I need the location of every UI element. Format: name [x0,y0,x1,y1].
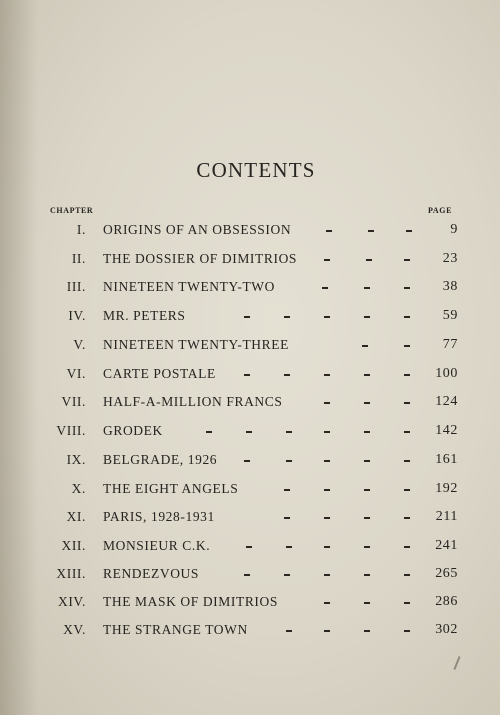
contents-heading: CONTENTS [196,158,316,182]
leader-dash [404,287,410,289]
leader-dash [366,259,372,261]
toc-row-6 [0,366,500,390]
leader-dashes [0,566,500,590]
leader-dash [404,574,410,576]
leader-dash [246,431,252,433]
leader-dash [286,431,292,433]
chapter-numeral: VII. [61,394,86,409]
leader-dash [404,630,410,632]
toc-row-1 [0,222,500,246]
chapter-numeral: IV. [68,308,86,323]
leader-dash [404,259,410,261]
leader-dash [324,402,330,404]
leader-dash [364,574,370,576]
leader-dash [404,602,410,604]
leader-dash [324,460,330,462]
chapter-title: MR. PETERS [103,308,186,323]
leader-dash [324,602,330,604]
leader-dash [246,546,252,548]
chapter-title: HALF-A-MILLION FRANCS [103,394,283,409]
chapter-numeral: XV. [63,622,86,637]
leader-dash [368,230,374,232]
chapter-page: 302 [435,622,458,637]
leader-dash [364,630,370,632]
toc-row-10 [0,481,500,505]
leader-dash [244,574,250,576]
toc-row-14 [0,594,500,618]
chapter-title: THE MASK OF DIMITRIOS [103,594,278,609]
chapter-title: NINETEEN TWENTY-TWO [103,279,275,294]
chapter-numeral: VIII. [56,423,86,438]
leader-dashes [0,509,500,533]
chapter-title: THE STRANGE TOWN [103,622,248,637]
chapter-title: BELGRADE, 1926 [103,452,218,467]
leader-dashes [0,337,500,361]
leader-dash [286,460,292,462]
chapter-numeral: XIV. [57,594,86,609]
chapter-title: ORIGINS OF AN OBSESSION [103,222,292,237]
chapter-numeral: X. [71,481,86,496]
leader-dash [324,259,330,261]
chapter-title: THE EIGHT ANGELS [103,481,239,496]
toc-row-4 [0,308,500,332]
leader-dash [324,374,330,376]
leader-dash [244,374,250,376]
toc-row-3 [0,279,500,303]
chapter-page: 142 [435,423,458,438]
leader-dash [404,374,410,376]
chapter-numeral: III. [66,279,86,294]
chapter-title: RENDEZVOUS [103,566,199,581]
leader-dash [364,489,370,491]
toc-row-13 [0,566,500,590]
leader-dash [364,431,370,433]
leader-dash [206,431,212,433]
leader-dash [364,517,370,519]
chapter-page: 241 [435,538,458,553]
leader-dash [364,374,370,376]
chapter-numeral: VI. [66,366,86,381]
chapter-page: 192 [435,481,458,496]
leader-dashes [0,251,500,275]
leader-dashes [0,452,500,476]
chapter-page: 77 [442,337,458,352]
leader-dash [284,316,290,318]
leader-dashes [0,622,500,646]
leader-dash [362,345,368,347]
toc-row-7 [0,394,500,418]
leader-dash [326,230,332,232]
leader-dash [404,402,410,404]
chapter-numeral: IX. [66,452,86,467]
leader-dash [364,402,370,404]
leader-dash [364,316,370,318]
leader-dash [404,345,410,347]
chapter-page: 59 [442,308,458,323]
chapter-page: 211 [435,509,458,524]
leader-dash [404,316,410,318]
chapter-numeral: II. [71,251,86,266]
chapter-title: GRODEK [103,423,163,438]
leader-dashes [0,594,500,618]
leader-dash [286,630,292,632]
chapter-title: PARIS, 1928-1931 [103,509,215,524]
chapter-numeral: XI. [66,509,86,524]
chapter-title: NINETEEN TWENTY-THREE [103,337,289,352]
paper-mark [453,656,460,670]
chapter-page: 9 [450,222,458,237]
leader-dashes [0,308,500,332]
leader-dash [404,489,410,491]
chapter-page: 265 [435,566,458,581]
leader-dash [364,460,370,462]
leader-dash [404,517,410,519]
leader-dash [324,517,330,519]
leader-dashes [0,366,500,390]
leader-dashes [0,538,500,562]
leader-dash [284,574,290,576]
leader-dashes [0,423,500,447]
leader-dash [364,287,370,289]
leader-dash [364,602,370,604]
chapter-page: 286 [435,594,458,609]
leader-dashes [0,279,500,303]
chapter-title: MONSIEUR C.K. [103,538,211,553]
page-column-label: PAGE [428,206,453,215]
leader-dash [404,431,410,433]
leader-dash [324,316,330,318]
chapter-page: 161 [435,452,458,467]
chapter-numeral: XII. [61,538,86,553]
leader-dashes [0,481,500,505]
leader-dash [324,431,330,433]
chapter-numeral: V. [73,337,86,352]
chapter-title: THE DOSSIER OF DIMITRIOS [103,251,298,266]
toc-row-12 [0,538,500,562]
leader-dashes [0,394,500,418]
toc-row-9 [0,452,500,476]
chapter-numeral: XIII. [56,566,86,581]
leader-dash [324,489,330,491]
chapter-numeral: I. [76,222,86,237]
chapter-title: CARTE POSTALE [103,366,216,381]
toc-row-5 [0,337,500,361]
leader-dash [404,460,410,462]
toc-row-15 [0,622,500,646]
leader-dash [324,546,330,548]
chapter-page: 100 [435,366,458,381]
leader-dash [322,287,328,289]
leader-dash [286,546,292,548]
chapter-page: 124 [435,394,458,409]
leader-dash [324,630,330,632]
toc-row-2 [0,251,500,275]
leader-dash [284,489,290,491]
chapter-page: 38 [442,279,458,294]
chapter-page: 23 [442,251,458,266]
leader-dash [244,460,250,462]
toc-row-11 [0,509,500,533]
toc-row-8 [0,423,500,447]
leader-dash [284,517,290,519]
leader-dash [404,546,410,548]
leader-dash [364,546,370,548]
leader-dash [284,374,290,376]
leader-dash [244,316,250,318]
leader-dash [324,574,330,576]
leader-dash [406,230,412,232]
chapter-column-label: CHAPTER [50,206,94,215]
leader-dashes [0,222,500,246]
